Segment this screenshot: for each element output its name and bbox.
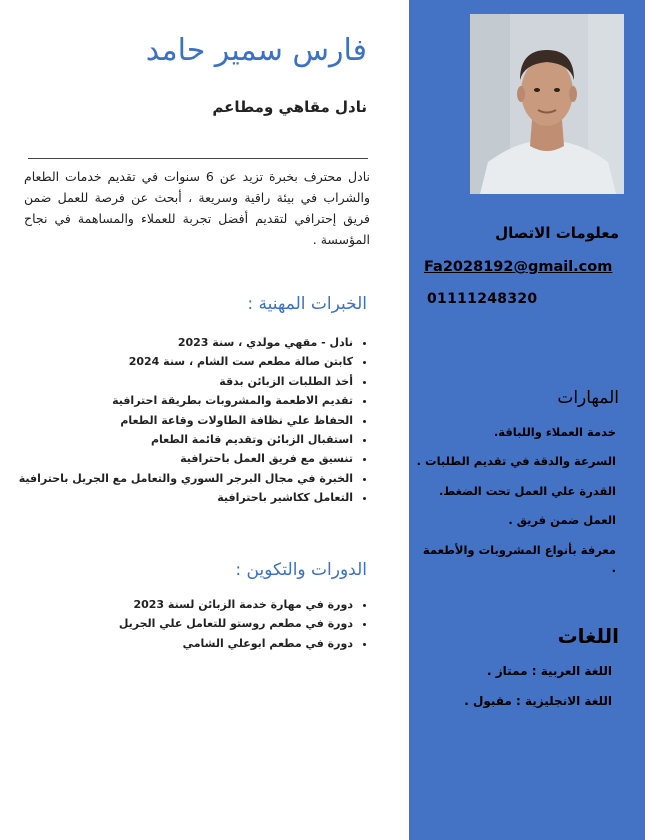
experience-item: • تنسيق مع فريق العمل باحترافية bbox=[3, 450, 353, 469]
course-item: • دورة في مهارة خدمة الزبائن لسنة 2023 bbox=[3, 596, 353, 615]
divider bbox=[28, 158, 368, 159]
experience-item: • نادل - مقهي مولدي ، سنة 2023 bbox=[3, 334, 353, 353]
experience-item: • تقديم الاطعمة والمشروبات بطريقة احترافية bbox=[3, 392, 353, 411]
experience-item: • أخذ الطلبات الزبائن بدقة bbox=[3, 373, 353, 392]
experience-list bbox=[3, 334, 369, 509]
skill-item: خدمة العملاء واللباقة. bbox=[493, 425, 616, 439]
contact-heading: معلومات الاتصال bbox=[495, 224, 619, 242]
skills-heading: المهارات bbox=[557, 388, 619, 408]
experience-item: • التعامل ككاشير باحترافية bbox=[3, 489, 353, 508]
skill-item: السرعة والدقة في تقديم الطلبات . bbox=[416, 454, 616, 469]
skill-item: معرفة بأنواع المشروبات والأطعمة . bbox=[422, 542, 616, 575]
experience-item: • الحفاظ علي نظافة الطاولات وقاعة الطعام bbox=[3, 412, 353, 431]
experience-item: • استقبال الزبائن وتقديم قائمة الطعام bbox=[3, 431, 353, 450]
language-item: اللغة الانجليزية : مقبول . bbox=[464, 694, 612, 708]
language-item: اللغة العربية : ممتاز . bbox=[487, 664, 612, 678]
phone-number: 01111248320 bbox=[427, 291, 538, 307]
courses-list bbox=[3, 596, 369, 654]
skill-item: القدرة علي العمل تحت الضغط. bbox=[438, 483, 616, 498]
experience-heading: الخبرات المهنية : bbox=[247, 294, 367, 314]
email-link[interactable]: Fa2028192@gmail.com bbox=[424, 259, 613, 275]
job-title: نادل مقاهي ومطاعم bbox=[212, 98, 367, 116]
skill-item: العمل ضمن فريق . bbox=[508, 513, 616, 528]
experience-item: • الخبرة في مجال البرجر السوري والتعامل مع الجريل باحترافية bbox=[3, 470, 353, 489]
languages-heading: اللغات bbox=[557, 624, 619, 648]
profile-photo bbox=[470, 14, 624, 194]
person-name: فارس سمير حامد bbox=[145, 33, 367, 68]
skills-list bbox=[416, 423, 616, 575]
languages-list bbox=[422, 662, 612, 722]
courses-heading: الدورات والتكوين : bbox=[235, 560, 367, 580]
experience-item: • كابتن صالة مطعم ست الشام ، سنة 2024 bbox=[3, 353, 353, 372]
profile-summary: نادل محترف بخبرة تزيد عن 6 سنوات في تقديم خدمات الطعام والشراب في بيئة راقية وسريعة ، أبحث عن فرصة للعمل ضمن فريق إحترافي لتقديم أفضل تجربة للعملاء والمساهمة في نجاح المؤسسة . bbox=[24, 169, 370, 247]
course-item: • دورة في مطعم روستو للتعامل علي الجريل bbox=[3, 615, 353, 634]
course-item: • دورة في مطعم ابوعلي الشامي bbox=[3, 635, 353, 654]
